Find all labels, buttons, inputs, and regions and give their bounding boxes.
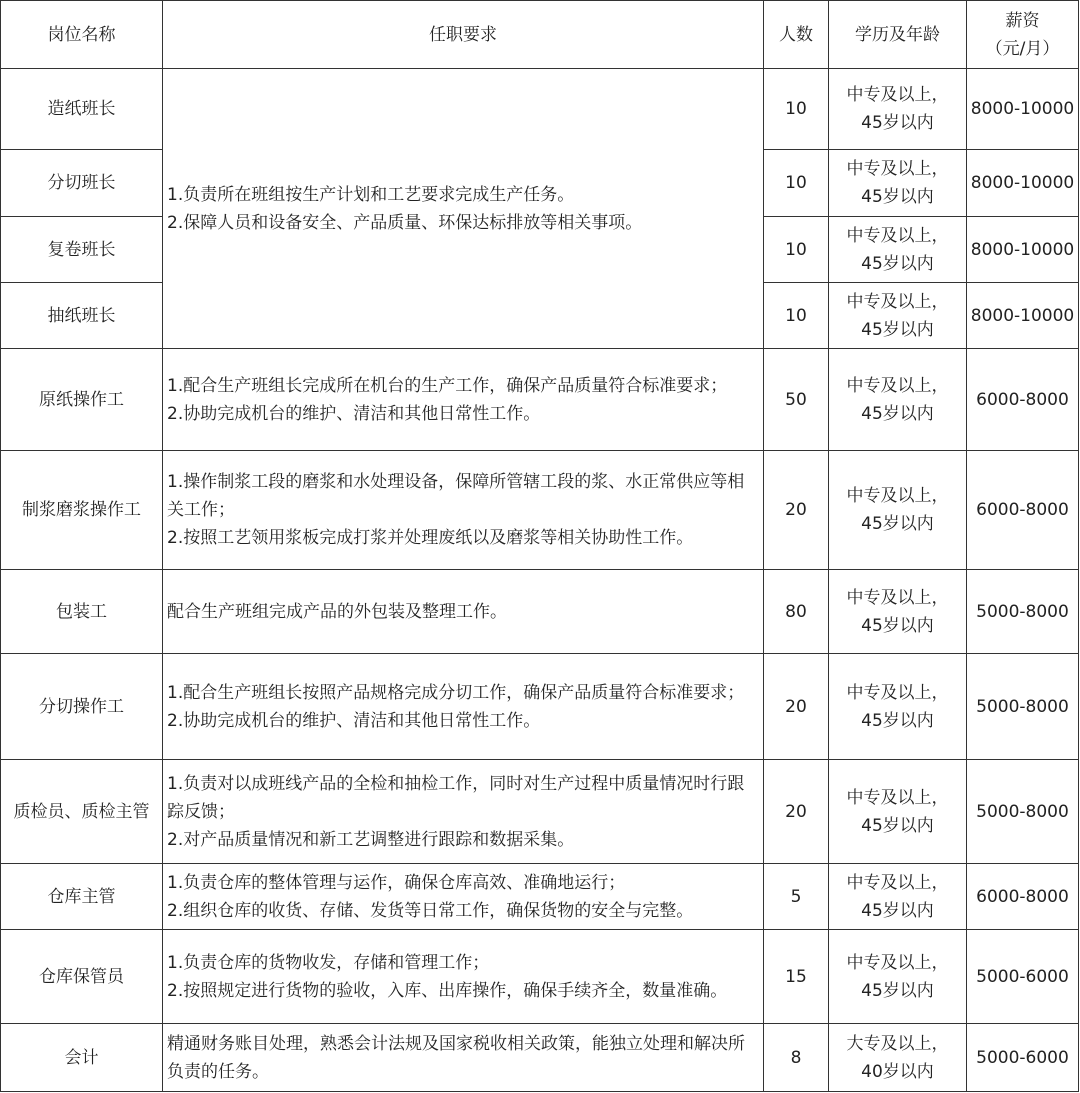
age-line: 45岁以内 — [861, 710, 934, 731]
headcount: 20 — [764, 760, 829, 864]
table-row — [1, 930, 1079, 1024]
requirement-line: 1.负责对以成班线产品的全检和抽检工作，同时对生产过程中质量情况时行跟踪反馈； — [167, 773, 745, 822]
table-row — [1, 760, 1079, 864]
requirements — [163, 570, 764, 654]
age-line: 40岁以内 — [861, 1061, 934, 1082]
education-line: 中专及以上， — [846, 85, 949, 105]
requirements — [163, 451, 764, 570]
header-row — [1, 1, 1079, 69]
table-row — [1, 570, 1079, 654]
education-line: 中专及以上， — [846, 159, 949, 179]
job-title: 制浆磨浆操作工 — [1, 451, 163, 570]
headcount: 10 — [764, 69, 829, 150]
age-line: 45岁以内 — [861, 187, 934, 207]
age-line: 45岁以内 — [861, 253, 934, 274]
education-age — [829, 654, 967, 760]
education-age — [829, 760, 967, 864]
job-title: 原纸操作工 — [1, 349, 163, 451]
salary: 8000-10000 — [967, 217, 1079, 283]
age-line: 45岁以内 — [861, 815, 934, 836]
headcount: 8 — [764, 1024, 829, 1092]
requirement-line: 2.对产品质量情况和新工艺调整进行跟踪和数据采集。 — [167, 829, 575, 850]
requirements — [163, 760, 764, 864]
education-line: 中专及以上， — [846, 486, 949, 506]
education-age — [829, 930, 967, 1024]
table-row — [1, 864, 1079, 930]
header-salary — [967, 1, 1079, 69]
requirement-line: 1.配合生产班组长按照产品规格完成分切工作，确保产品质量符合标准要求； — [167, 682, 745, 703]
salary: 5000-8000 — [967, 654, 1079, 760]
requirements — [163, 349, 764, 451]
education-age — [829, 570, 967, 654]
header-salary-line1: 薪资 — [1005, 10, 1040, 31]
education-age — [829, 217, 967, 283]
shared-requirements — [163, 69, 764, 349]
education-line: 中专及以上， — [846, 375, 949, 396]
salary: 8000-10000 — [967, 69, 1079, 150]
education-age — [829, 283, 967, 349]
headcount: 5 — [764, 864, 829, 930]
education-line: 大专及以上， — [846, 1033, 949, 1054]
headcount: 80 — [764, 570, 829, 654]
requirement-line: 2.协助完成机台的维护、清洁和其他日常性工作。 — [167, 710, 541, 731]
salary: 6000-8000 — [967, 451, 1079, 570]
job-title: 分切操作工 — [1, 654, 163, 760]
education-age — [829, 69, 967, 150]
headcount: 20 — [764, 654, 829, 760]
salary: 8000-10000 — [967, 283, 1079, 349]
headcount: 20 — [764, 451, 829, 570]
age-line: 45岁以内 — [861, 615, 934, 636]
job-title: 造纸班长 — [1, 69, 163, 150]
education-age — [829, 864, 967, 930]
education-age — [829, 349, 967, 451]
headcount: 10 — [764, 150, 829, 217]
requirements — [163, 654, 764, 760]
age-line: 45岁以内 — [861, 403, 934, 424]
age-line: 45岁以内 — [861, 113, 934, 133]
requirement-line: 2.保障人员和设备安全、产品质量、环保达标排放等相关事项。 — [167, 212, 643, 233]
headcount: 10 — [764, 283, 829, 349]
education-line: 中专及以上， — [846, 787, 949, 808]
requirement-line: 2.协助完成机台的维护、清洁和其他日常性工作。 — [167, 403, 541, 424]
education-age — [829, 1024, 967, 1092]
requirement-line: 精通财务账目处理，熟悉会计法规及国家税收相关政策，能独立处理和解决所负责的任务。 — [167, 1033, 745, 1082]
table-row — [1, 1024, 1079, 1092]
header-education-age: 学历及年龄 — [829, 1, 967, 69]
salary: 5000-6000 — [967, 930, 1079, 1024]
table-row — [1, 69, 1079, 150]
education-age — [829, 451, 967, 570]
job-title: 包装工 — [1, 570, 163, 654]
table-row — [1, 654, 1079, 760]
job-title: 质检员、质检主管 — [1, 760, 163, 864]
headcount: 10 — [764, 217, 829, 283]
header-count: 人数 — [764, 1, 829, 69]
headcount: 50 — [764, 349, 829, 451]
age-line: 45岁以内 — [861, 514, 934, 534]
requirement-line: 2.组织仓库的收货、存储、发货等日常工作，确保货物的安全与完整。 — [167, 900, 694, 921]
job-title: 复卷班长 — [1, 217, 163, 283]
job-title: 仓库主管 — [1, 864, 163, 930]
age-line: 45岁以内 — [861, 980, 934, 1001]
education-line: 中专及以上， — [846, 291, 949, 312]
education-line: 中专及以上， — [846, 225, 949, 246]
education-line: 中专及以上， — [846, 587, 949, 608]
salary: 6000-8000 — [967, 864, 1079, 930]
requirements — [163, 930, 764, 1024]
job-title: 抽纸班长 — [1, 283, 163, 349]
requirement-line: 1.负责仓库的整体管理与运作，确保仓库高效、准确地运行； — [167, 872, 626, 893]
education-line: 中专及以上， — [846, 872, 949, 893]
requirement-line: 1.配合生产班组长完成所在机台的生产工作，确保产品质量符合标准要求； — [167, 375, 728, 396]
requirement-line: 1.负责所在班组按生产计划和工艺要求完成生产任务。 — [167, 184, 575, 205]
requirement-line: 配合生产班组完成产品的外包装及整理工作。 — [167, 601, 507, 622]
age-line: 45岁以内 — [861, 319, 934, 340]
requirement-line: 1.负责仓库的货物收发，存储和管理工作； — [167, 952, 490, 973]
job-title: 分切班长 — [1, 150, 163, 217]
salary: 5000-8000 — [967, 570, 1079, 654]
requirement-line: 1.操作制浆工段的磨浆和水处理设备，保障所管辖工段的浆、水正常供应等相关工作； — [167, 472, 745, 520]
job-title: 会计 — [1, 1024, 163, 1092]
salary: 6000-8000 — [967, 349, 1079, 451]
requirements — [163, 864, 764, 930]
education-line: 中专及以上， — [846, 682, 949, 703]
table-row — [1, 451, 1079, 570]
education-line: 中专及以上， — [846, 952, 949, 973]
requirement-line: 2.按照规定进行货物的验收，入库、出库操作，确保手续齐全，数量准确。 — [167, 980, 728, 1001]
salary: 8000-10000 — [967, 150, 1079, 217]
age-line: 45岁以内 — [861, 900, 934, 921]
requirements — [163, 1024, 764, 1092]
education-age — [829, 150, 967, 217]
requirement-line: 2.按照工艺领用浆板完成打浆并处理废纸以及磨浆等相关协助性工作。 — [167, 528, 694, 548]
headcount: 15 — [764, 930, 829, 1024]
header-title: 岗位名称 — [1, 1, 163, 69]
salary: 5000-8000 — [967, 760, 1079, 864]
header-salary-line2: （元/月） — [985, 38, 1060, 59]
header-requirements: 任职要求 — [163, 1, 764, 69]
salary: 5000-6000 — [967, 1024, 1079, 1092]
job-title: 仓库保管员 — [1, 930, 163, 1024]
table-row — [1, 349, 1079, 451]
